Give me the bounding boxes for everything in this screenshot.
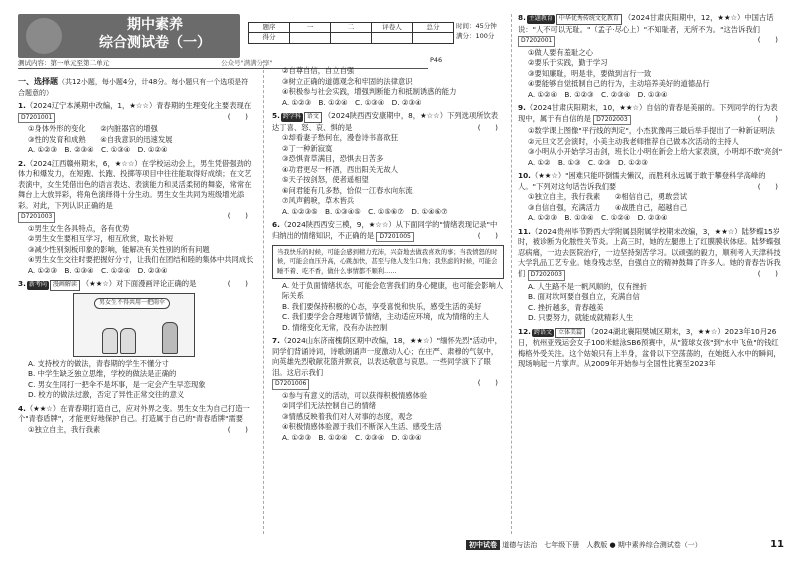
option: ④男生女生交往时要把握好分寸，让我们在团结和睦的集体中共同成长 xyxy=(28,255,254,265)
option: D. 校方的做法过激，否定了异性正常交往的意义 xyxy=(28,390,185,400)
question-6 xyxy=(272,220,504,333)
q-stem: （★★☆）在青春期打造自己，应对外界之变。男生女生为自己打造一个"青春盾牌"，才能更好地保护自己。打造属于自己的"青春盾牌"需要 xyxy=(18,403,250,424)
question-10 xyxy=(518,171,784,224)
option: ②相信自己，勇敢尝试 xyxy=(614,192,688,202)
column-left xyxy=(18,76,254,435)
footer-brand: 初中试卷 xyxy=(466,540,500,550)
record-box: 当我快乐的时候，可能会感到精力充沛，兴奋地去做我喜欢的事；当我愤怒的时候，可能会血压升高，心跳加快，甚至与他人发生口角；我焦虑的时候，可能会睡不着、吃不香，做什么事情都不顺利…… xyxy=(272,245,504,278)
q-number: 2. xyxy=(18,158,26,168)
tag-badge: 跨学科 xyxy=(282,113,301,120)
option: ①参与有意义的活动，可以获得积极情感体验 xyxy=(282,390,428,400)
q-code: D7202001 xyxy=(518,36,555,47)
answer-blank[interactable]: ( ) xyxy=(757,181,778,191)
q-stem: （2024陕西西安三模，9，★☆☆）从下面同学的"情绪表现记录"中归纳出的情绪知识，不正确的是 xyxy=(272,220,498,240)
option: ②元旦文艺会演时，小美主动我老师推荐自己做本次活动的主持人 xyxy=(528,136,739,146)
student-figure xyxy=(102,328,118,354)
choices: A. ①②③ B. ①③④ C. ①②④ D. ②③④ xyxy=(528,213,668,223)
time-info xyxy=(456,22,497,42)
speech-bubble: 男女生不得共用一把雨伞 xyxy=(94,298,170,309)
score-cell[interactable] xyxy=(372,33,413,43)
answer-blank[interactable]: ( ) xyxy=(757,113,778,123)
question-2 xyxy=(18,159,254,277)
option: C. 我们要学会合理地调节情绪，主动适应环境，成为情绪的主人 xyxy=(282,312,489,322)
choices: A. ①②③⑤ B. ①③④⑤ C. ①⑤⑥⑦ D. ①④⑥⑦ xyxy=(282,206,448,216)
title-line-2: 综合测试卷（一） xyxy=(99,35,211,52)
score-cell[interactable] xyxy=(413,33,454,43)
score-col: 题序 xyxy=(249,23,290,33)
choices: A. ①②③ B. ①③④ C. ①②④ D. ②③④ xyxy=(28,265,168,275)
option: ①独立自主，我行我素 xyxy=(28,424,101,434)
answer-blank[interactable]: ( ) xyxy=(477,230,498,240)
question-3 xyxy=(18,279,254,401)
score-col: 一 xyxy=(290,23,331,33)
q-code: D7201005 xyxy=(376,232,413,243)
column-middle xyxy=(272,66,504,443)
answer-blank[interactable]: ( ) xyxy=(227,279,248,289)
q-code: D7201001 xyxy=(18,113,55,124)
option: C. 男女生同打一把伞不是坏事，是一定会产生早恋现象 xyxy=(28,379,206,389)
score-col: 二 xyxy=(331,23,372,33)
option: B. 面对坎坷要自强自立，充满自信 xyxy=(528,292,640,301)
option: ③恐惧青草满目，恐惧去日苦多 xyxy=(282,154,384,164)
score-cell[interactable] xyxy=(290,33,331,43)
choices: A. ①②③ B. ①②④ C. ①③④ D. ②③④ xyxy=(282,97,422,107)
option: ①身体外形的变化 xyxy=(28,124,86,134)
score-row-label: 得分 xyxy=(249,33,290,43)
question-12 xyxy=(518,327,784,370)
watermark: 公众号"满满分享" xyxy=(221,59,273,67)
range-text: 测试内容：第一单元至第二单元 xyxy=(18,59,109,67)
q-number: 10. xyxy=(518,171,531,181)
q-number: 4. xyxy=(18,403,26,413)
score-table xyxy=(248,22,454,44)
question-1 xyxy=(18,101,254,156)
q-stem: （2024甘肃庆阳期中，12，★★☆）中国古话说："人不可以无耻。"（孟子·尽心上）"不知耻者，无所不为。"这告诉我们 xyxy=(518,13,774,34)
option: ②男生女生要相互学习，相互欣赏，取长补短 xyxy=(28,234,174,244)
option: ④自我意识的迅速发展 xyxy=(100,134,173,144)
title-line-1: 期中素养 xyxy=(127,17,183,33)
column-divider xyxy=(511,14,512,534)
answer-blank[interactable]: ( ) xyxy=(477,378,498,388)
q-code: D7202003 xyxy=(593,115,630,126)
option: A. 处于负面情绪状态，可能会危害我们的身心健康，也可能会影响人际关系 xyxy=(282,280,504,301)
q-code: D7201006 xyxy=(272,379,309,390)
q-stem: （2024辽宁本溪期中改编，1，★☆☆）青春期的生理变化主要表现在 xyxy=(25,101,252,111)
tag-badge: 漫画解读 xyxy=(50,280,80,291)
option: ③性的发育和成熟 xyxy=(28,134,86,144)
option: ③树立正确的道德观念和牢固的法律意识 xyxy=(282,76,413,86)
page-footer xyxy=(466,540,784,550)
question-5 xyxy=(272,111,504,217)
answer-blank[interactable]: ( ) xyxy=(227,424,248,434)
teacher-figure xyxy=(162,322,178,354)
q-number: 8. xyxy=(518,13,526,22)
option: ③情感反映着我们对人对事的态度，观念 xyxy=(282,411,413,421)
column-divider xyxy=(263,60,264,534)
score-cell[interactable] xyxy=(331,33,372,43)
answer-blank[interactable]: ( ) xyxy=(227,211,248,221)
answer-blank[interactable]: ( ) xyxy=(757,268,778,278)
q-code: D7202003 xyxy=(528,270,565,281)
q-stem: （2024江西赣州期末，6，★☆☆）在学校运动会上，男生凭借强劲的体力和爆发力，在短跑、长跑、投掷等项目中往往能取得好成绩；在文艺表演中，女生凭借出色的语言表达、表演能力和灵活柔韧的舞姿，常常在舞台上大放异彩，将角色演绎得十分生动。男生女生共同为班级增光添彩。对此，下列认识正确的是 xyxy=(18,158,252,210)
q-stem: （2024甘肃庆阳期末，10，★★☆）自信的青春是美丽的。下列同学的行为表现中，属于有自信的是 xyxy=(518,103,778,123)
score-col: 总分 xyxy=(413,23,454,33)
tag-badge: 新考向 xyxy=(28,281,47,289)
option: ③减少性别刻板印象的影响，能解决有关性别的所有问题 xyxy=(28,244,210,254)
q-stem: （2024贵州毕节黔西大学附属县附属学校期末改编，3，★★☆）陆梦蝶15岁时，被诊断为化脓性关节炎。上高三时，她的左腿患上了红膜膜状体痣。陆梦蝶强忍病痛，一边去医院治疗，一边坚持刻苦学习。以顽强的毅力，顺利考入天津科技大学乳品工艺专业。她身残志坚，自强自立的精神鼓舞了许多人。她的青春告诉我们 xyxy=(518,226,781,278)
person-icon xyxy=(26,18,62,58)
tag-badge: 主题教育 xyxy=(528,15,553,22)
answer-blank[interactable]: ( ) xyxy=(477,122,498,132)
choices: A. ①②③ B. ①②④ C. ②③④ D. ①③④ xyxy=(282,432,422,442)
answer-blank[interactable]: ( ) xyxy=(227,111,248,121)
option: ②内脏器官的增强 xyxy=(100,124,158,134)
tag-badge: 立体美篇 xyxy=(555,328,585,339)
option: ②同学们无法控制自己的情绪 xyxy=(282,401,377,411)
footer-text: 道德与法治 七年级下册 人教版 ● 期中素养综合测试卷（一） xyxy=(502,541,702,549)
student-figure xyxy=(120,328,136,354)
option: ④积极情感体验源于我们不断深入生活、感受生活 xyxy=(282,422,442,432)
option: ⑦风声鹤唳，草木皆兵 xyxy=(282,196,355,206)
choices: A. ①②④ B. ①②③ C. ②③④ D. ①③④ xyxy=(528,89,668,99)
section-heading: 一、选择题 xyxy=(18,77,58,86)
option: ⑤天子按剑怒，使者遥相望 xyxy=(282,175,369,185)
q-number: 3. xyxy=(18,279,26,289)
tag-badge: 跨语文 xyxy=(533,328,552,336)
option: ④功君更尽一杯酒，西出阳关无故人 xyxy=(282,164,398,174)
choices: A. ①②③ B. ②③④ C. ①③④ D. ①②④ xyxy=(28,145,168,155)
page-number: 11 xyxy=(770,539,784,550)
choices: A. ①② B. ①③ C. ②③ D. ①②③ xyxy=(528,157,648,167)
page-title xyxy=(70,16,240,52)
question-8 xyxy=(518,13,784,100)
option: ①男生女生各具特点，各有优势 xyxy=(28,223,130,233)
section-note: （共12小题，每小题4分，计48分。每小题只有一个选项是符合题意的） xyxy=(18,78,249,97)
comic-image xyxy=(73,293,195,357)
q-number: 11. xyxy=(518,226,531,236)
answer-blank[interactable]: ( ) xyxy=(757,35,778,45)
tag-badge: 中华优秀传统文化教育 xyxy=(556,14,622,25)
question-4 xyxy=(18,404,254,436)
option: ①却看妻子愁何在，漫卷诗书喜欲狂 xyxy=(282,133,398,143)
option: D. 只要努力，就能成就精彩人生 xyxy=(528,313,634,322)
option: A. 支持校方的做法，青春期的学生不懂分寸 xyxy=(28,358,169,368)
time-limit: 时间：45分钟 xyxy=(456,22,497,30)
question-7 xyxy=(272,336,504,443)
option: ④积极参与社会实践，增强判断能力和抵制诱惑的能力 xyxy=(282,87,457,96)
option: ②自尊自信，自立自强 xyxy=(282,66,355,75)
column-right xyxy=(518,13,784,370)
option: ④战胜自己，超越自己 xyxy=(614,202,688,212)
question-11 xyxy=(518,227,784,324)
option: ③自信自强，充满活力 xyxy=(528,202,601,212)
option: ②要乐于实践，勤于学习 xyxy=(528,58,608,68)
option: ③小明从小开始学习击剑，班长让小明在新会上给大家表演，小明却不敢"亮剑" xyxy=(528,147,783,157)
q-stem: （★★☆）对下面漫画评论正确的是 xyxy=(81,279,197,289)
option: C. 挫折越多，青春越美 xyxy=(528,302,604,312)
q-number: 5. xyxy=(272,111,280,120)
option: ②丁一种新寂寞 xyxy=(282,143,333,153)
option: ①数学课上图像"平行线的判定"，小杰犹豫再三最后举手提出了一种新证明法 xyxy=(528,126,775,136)
score-col: 评卷人 xyxy=(372,23,413,33)
option: ⑥问君能有几多愁，恰似一江春水向东流 xyxy=(282,185,413,195)
q-number: 6. xyxy=(272,220,280,230)
q-stem: （★★☆）"困难只能吓倒懦夫懒汉，而胜利永远属于敢于攀登科学高峰的人。"下列对这句话告诉我们要 xyxy=(518,171,766,191)
option: ①独立自主，我行我素 xyxy=(528,192,601,202)
q-stem: （2024湖北襄阳樊城区期末，3，★★☆）2023年10月26日，杭州亚残运会女子100米蛙泳SB6预赛中，从"篮球女孩"到"水中飞鱼"的钱红梅格外受关注。这个姑娘只有上半身，盆骨以下空荡荡的，在她挺入水中的瞬间，现场响起一片掌声。从2009年开始参与全国性比赛至2023年 xyxy=(518,326,781,369)
option: D. 情绪变化无常，没有办法控制 xyxy=(282,322,388,332)
option: ④要能够自觉抵制自己的行为，主动培养美好的道德品行 xyxy=(528,79,710,89)
option: ③要知廉耻，明是非，要做到言行一致 xyxy=(528,68,652,78)
q-number: 9. xyxy=(518,103,526,113)
q-number: 7. xyxy=(272,336,280,346)
option: B. 我们要保持积极的心态，享受喜悦和快乐，感受生活的美好 xyxy=(282,301,482,311)
q-number: 1. xyxy=(18,101,26,111)
q-number: 12. xyxy=(518,326,531,336)
option: B. 中学生缺乏独立思维，学校的做法是正确的 xyxy=(28,369,177,379)
option: A. 人生路不是一帆风顺的，仅有挫折 xyxy=(528,281,647,291)
option: ①做人要有羞耻之心 xyxy=(528,47,593,57)
q-stem: （2024陕西西安康期中，8，★☆☆）下列选项所饮表达丁喜、怒、哀、惧的是 xyxy=(272,111,499,132)
q-code: D7201003 xyxy=(18,212,55,223)
answer-page-ref: P46 xyxy=(430,56,443,64)
q-stem: （2024山东济南槐荫区期中改编，18，★★☆）"缅怀先烈"活动中，同学们背诵诗词，诗歌朗诵声一度激动人心；在庄严、肃穆的气氛中，向英雄先烈敬献花篮并默哀，以表达敬意与哀思。一些同学演下了眼泪。这启示我们 xyxy=(272,336,502,377)
tag-badge: 语文 xyxy=(304,112,322,123)
question-9 xyxy=(518,103,784,168)
full-score: 满分：100分 xyxy=(456,31,495,40)
